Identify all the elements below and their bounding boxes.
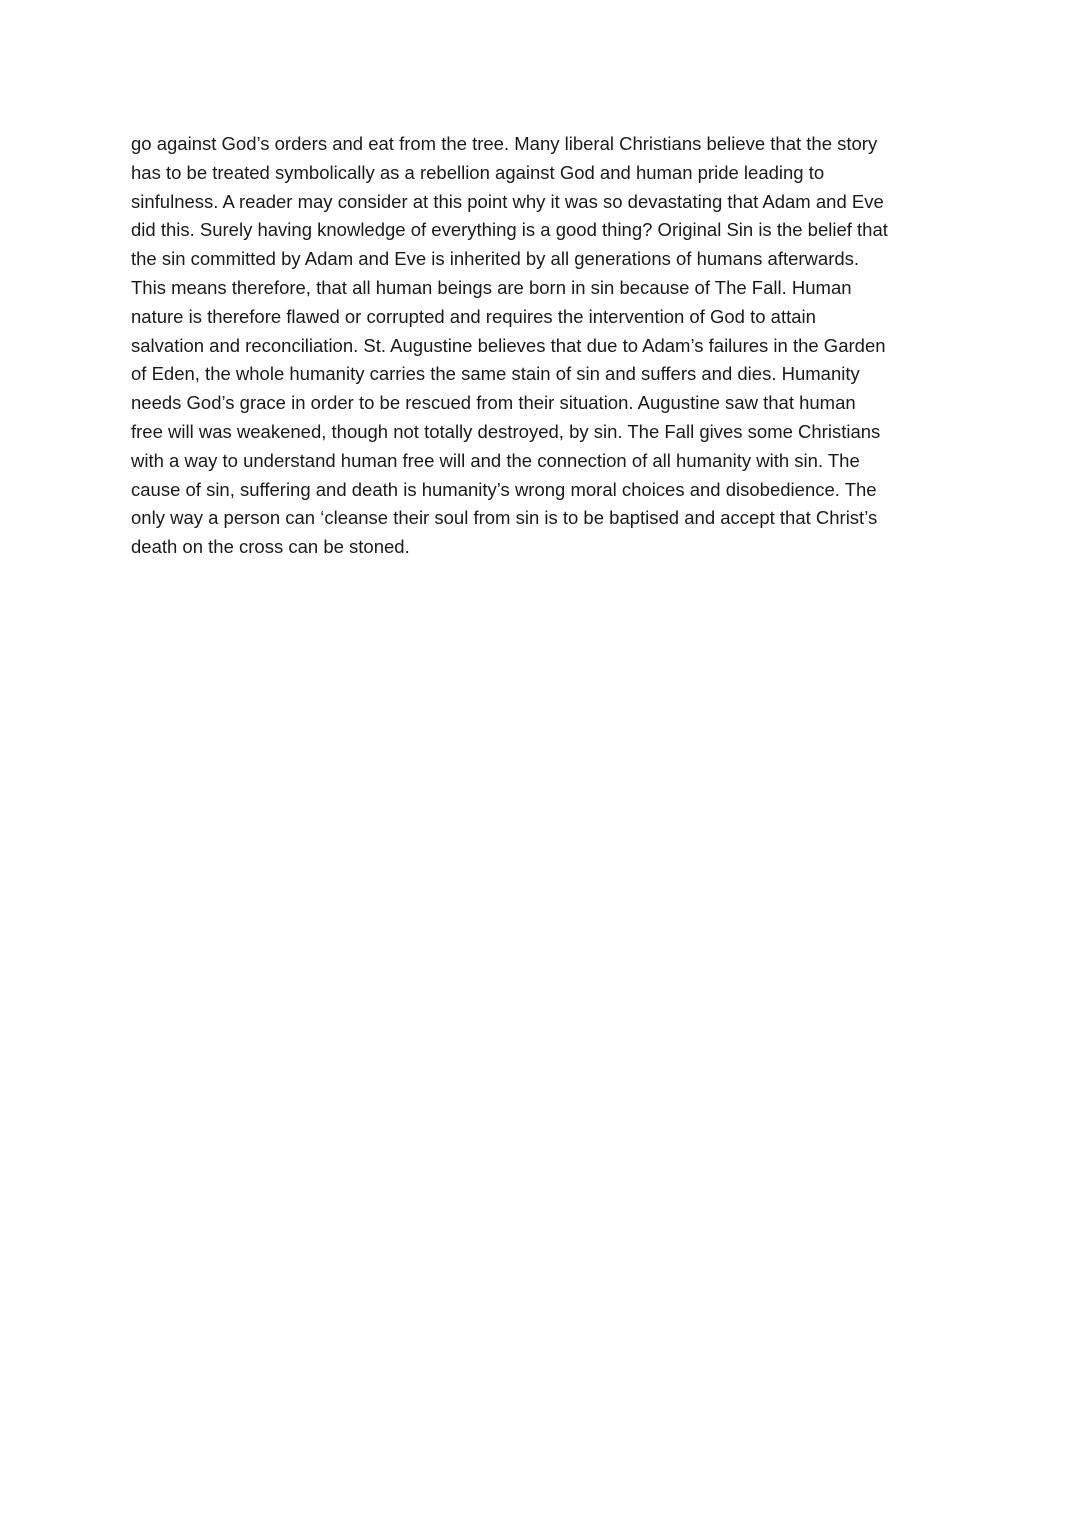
text-line: did this. Surely having knowledge of everything is a good thing? Original Sin is the belief that [131,219,888,241]
text-line: sinfulness. A reader may consider at this point why it was so devastating that Adam and Eve [131,190,884,212]
text-line: go against God’s orders and eat from the tree. Many liberal Christians believe that the story [131,133,878,154]
text-line: salvation and reconciliation. St. Augustine believes that due to Adam’s failures in the Garden [131,334,886,356]
text-line: death on the cross can be stoned. [131,536,410,558]
text-line: This means therefore, that all human beings are born in sin because of The Fall. Human [131,276,852,298]
text-line: cause of sin, suffering and death is humanity’s wrong moral choices and disobedience. The [131,478,877,500]
text-line: of Eden, the whole humanity carries the same stain of sin and suffers and dies. Humanity [131,363,860,385]
text-line: nature is therefore flawed or corrupted and requires the intervention of God to attain [131,305,816,327]
text-line: the sin committed by Adam and Eve is inherited by all generations of humans afterwards. [131,248,860,270]
text-line: has to be treated symbolically as a rebellion against God and human pride leading to [131,161,825,183]
text-line: with a way to understand human free will and the connection of all humanity with sin. The [131,449,860,471]
text-line: needs God’s grace in order to be rescued from their situation. Augustine saw that human [131,392,856,414]
text-line: only way a person can ‘cleanse their soul from sin is to be baptised and accept that Christ’s [131,507,878,529]
text-line: free will was weakened, though not totally destroyed, by sin. The Fall gives some Christians [131,420,881,442]
body-paragraph [131,130,971,562]
